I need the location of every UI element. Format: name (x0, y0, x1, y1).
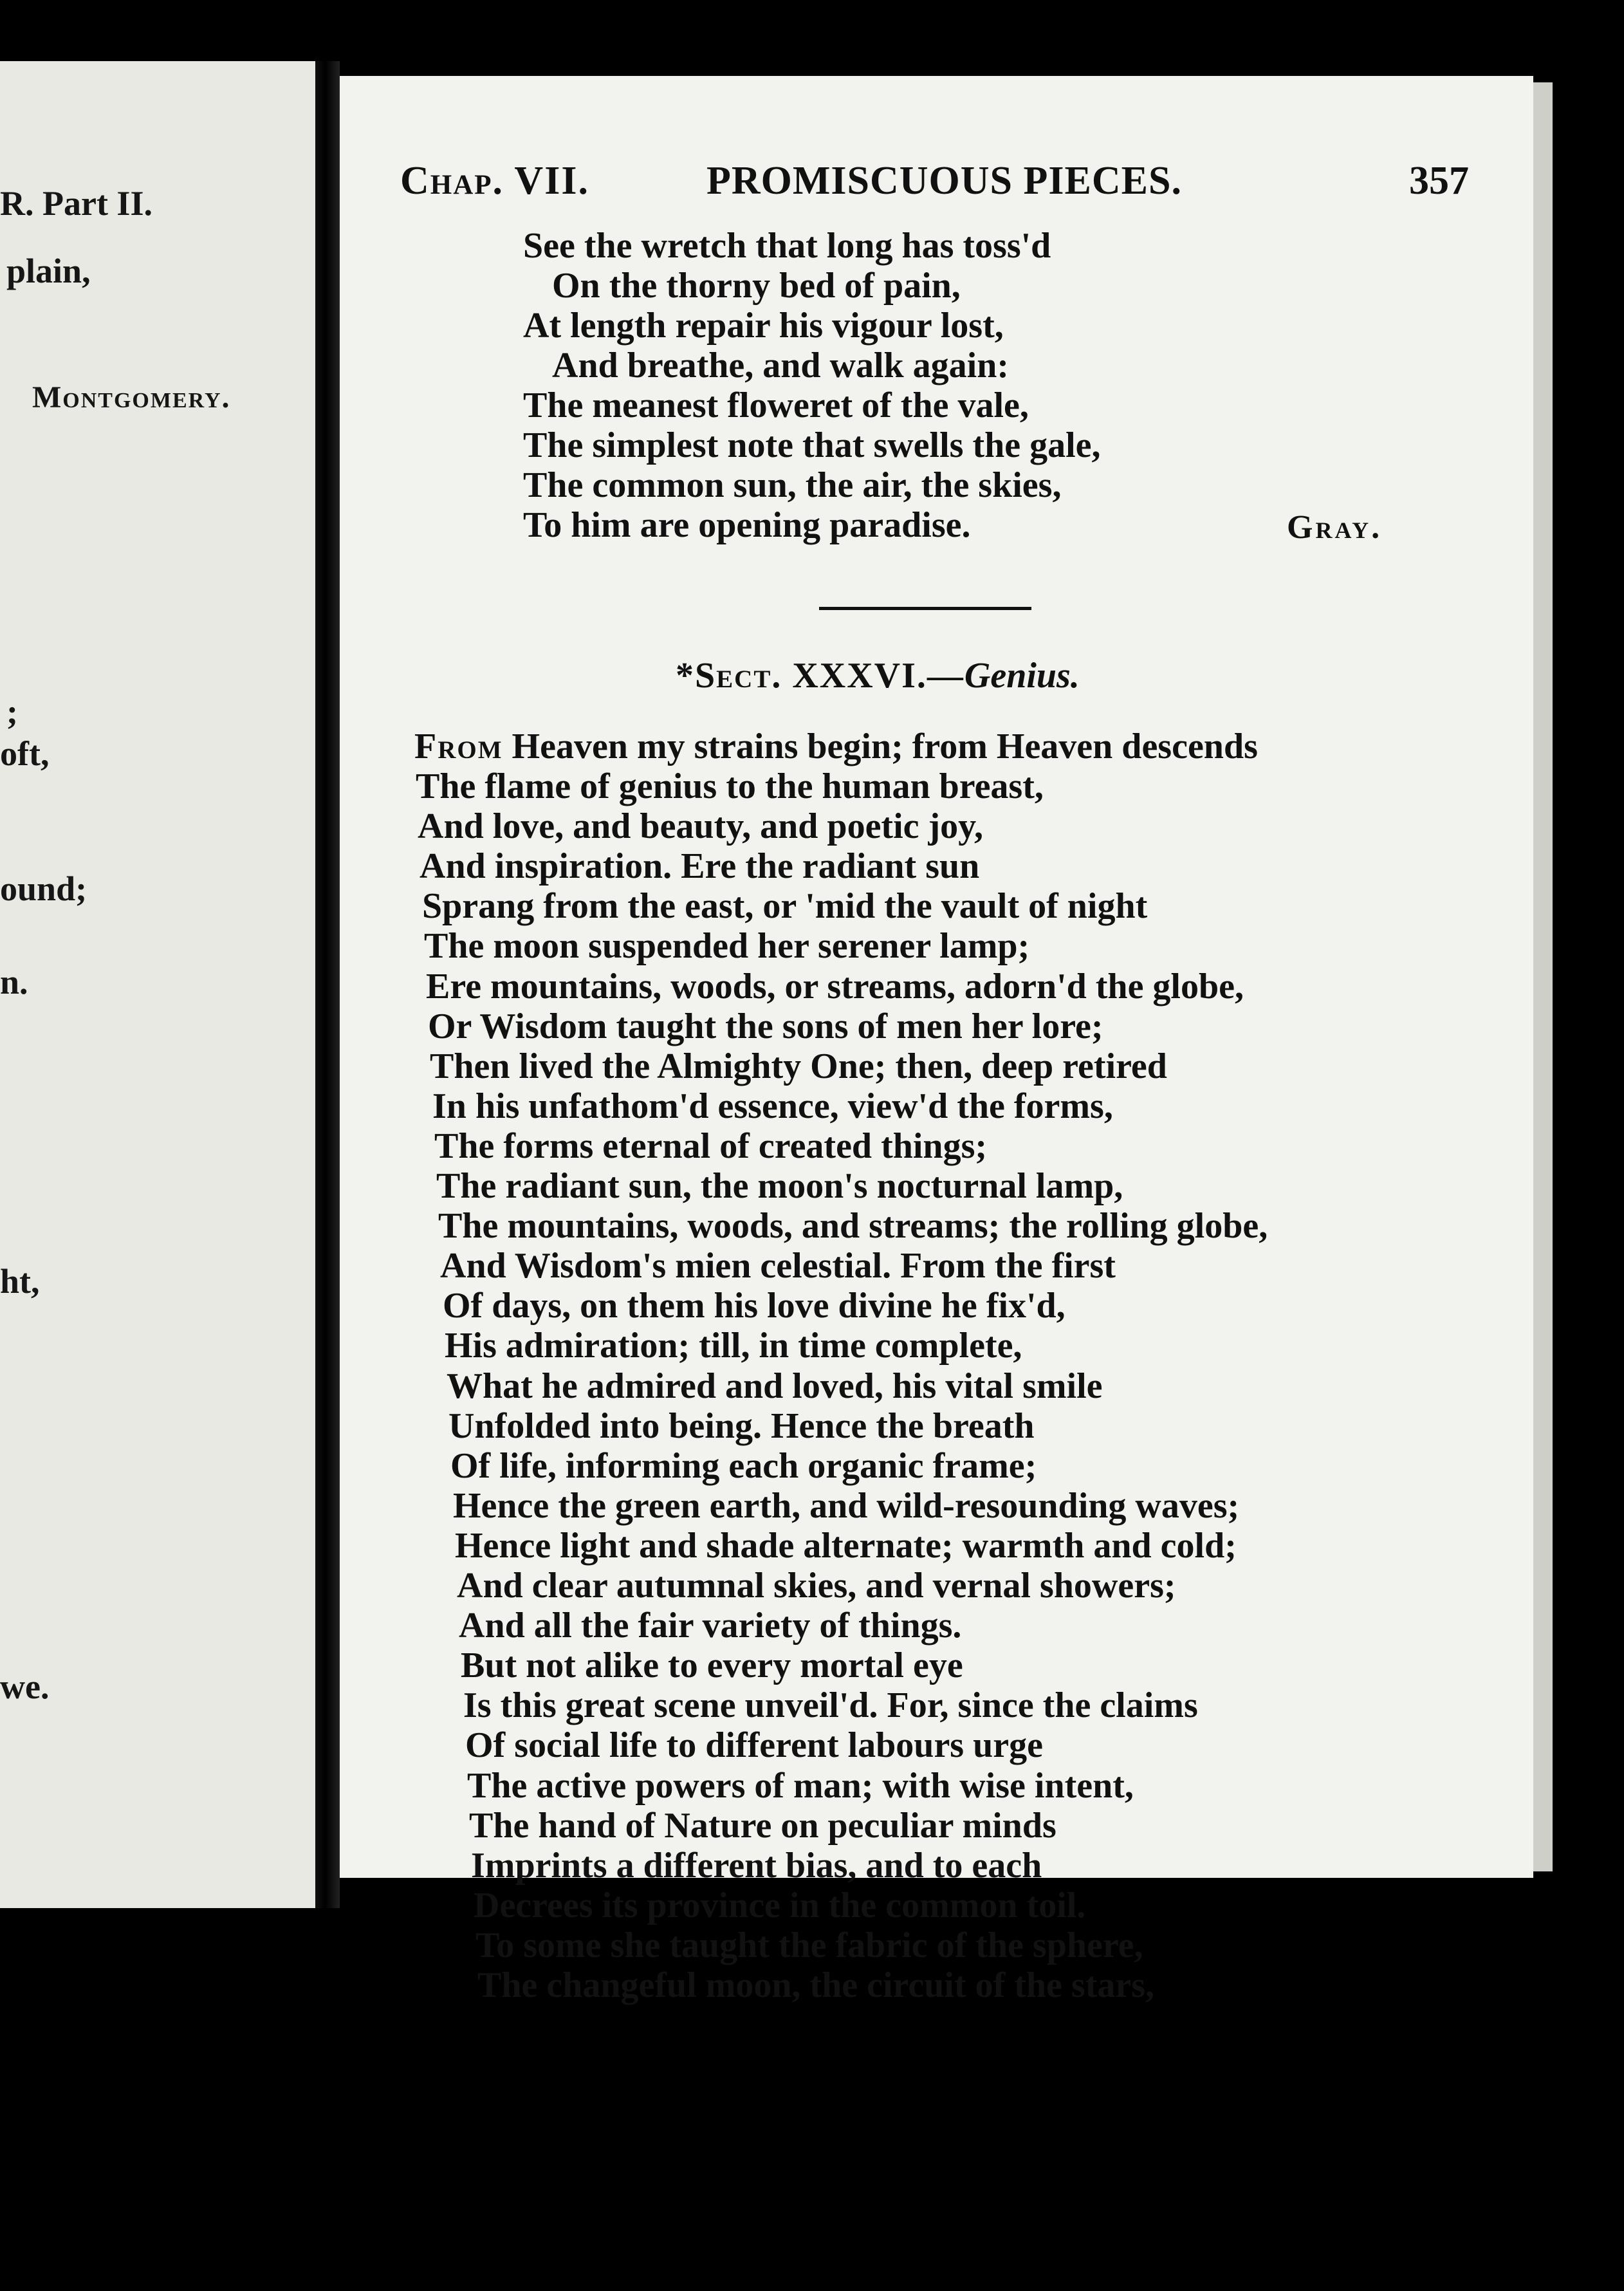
poem-line: And Wisdom's mien celestial. From the first (440, 1246, 1116, 1286)
poem-line: The forms eternal of created things; (434, 1126, 988, 1166)
poem-line: The meanest floweret of the vale, (523, 385, 1029, 425)
poem-line: Of social life to different labours urge (465, 1725, 1043, 1766)
section-title: Genius. (964, 656, 1080, 696)
poem-line: Sprang from the east, or 'mid the vault of night (422, 886, 1148, 927)
left-fragment: ht, (0, 1262, 40, 1301)
poem-line: Imprints a different bias, and to each (471, 1845, 1042, 1886)
chapter-label: Chap. VII. (400, 159, 589, 203)
poem-line: Is this great scene unveil'd. For, since the claims (463, 1685, 1198, 1726)
poem-line: Of days, on them his love divine he fix'd, (443, 1286, 1066, 1326)
left-fragment: ound; (0, 869, 88, 908)
section-heading (676, 655, 1080, 696)
poem-line: See the wretch that long has toss'd (523, 226, 1051, 266)
poem-line: At length repair his vigour lost, (523, 306, 1004, 346)
poem-line: The radiant sun, the moon's nocturnal lamp, (436, 1166, 1123, 1206)
poem-line: On the thorny bed of pain, (552, 266, 961, 306)
left-fragment: ; (6, 692, 18, 731)
poem-line: And breathe, and walk again: (552, 346, 1010, 385)
poem-line: To him are opening paradise. (523, 505, 971, 545)
poem-line: And all the fair variety of things. (459, 1606, 962, 1646)
left-fragment: oft, (0, 734, 50, 773)
book-gutter (315, 61, 340, 1908)
poem-line: The flame of genius to the human breast, (416, 766, 1044, 806)
poem-line: The changeful moon, the circuit of the stars, (477, 1965, 1154, 2005)
poem-line: The mountains, woods, and streams; the rolling globe, (438, 1206, 1268, 1247)
section-rule (819, 607, 1031, 610)
left-fragment: plain, (6, 252, 91, 290)
poem-line: Then lived the Almighty One; then, deep retired (430, 1046, 1167, 1086)
poem-line: Unfolded into being. Hence the breath (448, 1405, 1035, 1446)
poem-line: And clear autumnal skies, and vernal showers; (457, 1566, 1176, 1606)
opening-word: From (414, 727, 503, 766)
poem-line: But not alike to every mortal eye (461, 1646, 963, 1686)
poem-line-first (414, 726, 1258, 767)
poem-line: Ere mountains, woods, or streams, adorn'd the globe, (426, 966, 1244, 1006)
poem-line: The hand of Nature on peculiar minds (469, 1805, 1057, 1846)
poem-line: Of life, informing each organic frame; (450, 1445, 1037, 1486)
section-marker: *Sect. XXXVI.— (676, 656, 964, 696)
poem-line: Decrees its province in the common toil. (474, 1885, 1086, 1925)
page-number: 357 (1409, 159, 1469, 203)
poem-line: What he admired and loved, his vital smile (447, 1366, 1103, 1406)
left-fragment-author: Montgomery. (32, 380, 231, 414)
left-page-header: R. Part II. (0, 184, 152, 223)
left-page-strip (0, 61, 315, 1908)
poem-line: The active powers of man; with wise intent, (467, 1765, 1134, 1806)
poem-line: Hence the green earth, and wild-resounding waves; (453, 1485, 1240, 1526)
running-title: PROMISCUOUS PIECES. (706, 159, 1182, 203)
poem-line: And love, and beauty, and poetic joy, (418, 806, 984, 847)
poem-line: Hence light and shade alternate; warmth and cold; (455, 1525, 1237, 1566)
poem-line: The simplest note that swells the gale, (523, 425, 1101, 465)
book-page (340, 76, 1533, 2005)
poem-line: The moon suspended her serener lamp; (424, 926, 1030, 967)
page-edge (1533, 82, 1553, 1871)
poem-line: In his unfathom'd essence, view'd the forms, (432, 1086, 1113, 1126)
poem-author: Gray. (1287, 509, 1383, 546)
poem-line: His admiration; till, in time complete, (445, 1326, 1022, 1366)
left-fragment: we. (0, 1667, 50, 1706)
poem-line: And inspiration. Ere the radiant sun (420, 846, 980, 887)
poem-line: Or Wisdom taught the sons of men her lore; (428, 1006, 1103, 1046)
opening-line-rest: Heaven my strains begin; from Heaven descends (503, 727, 1258, 766)
poem-line: To some she taught the fabric of the sphere, (475, 1925, 1143, 1965)
poem-line: The common sun, the air, the skies, (523, 465, 1062, 505)
left-fragment: n. (0, 963, 28, 1001)
running-head (400, 158, 1495, 210)
